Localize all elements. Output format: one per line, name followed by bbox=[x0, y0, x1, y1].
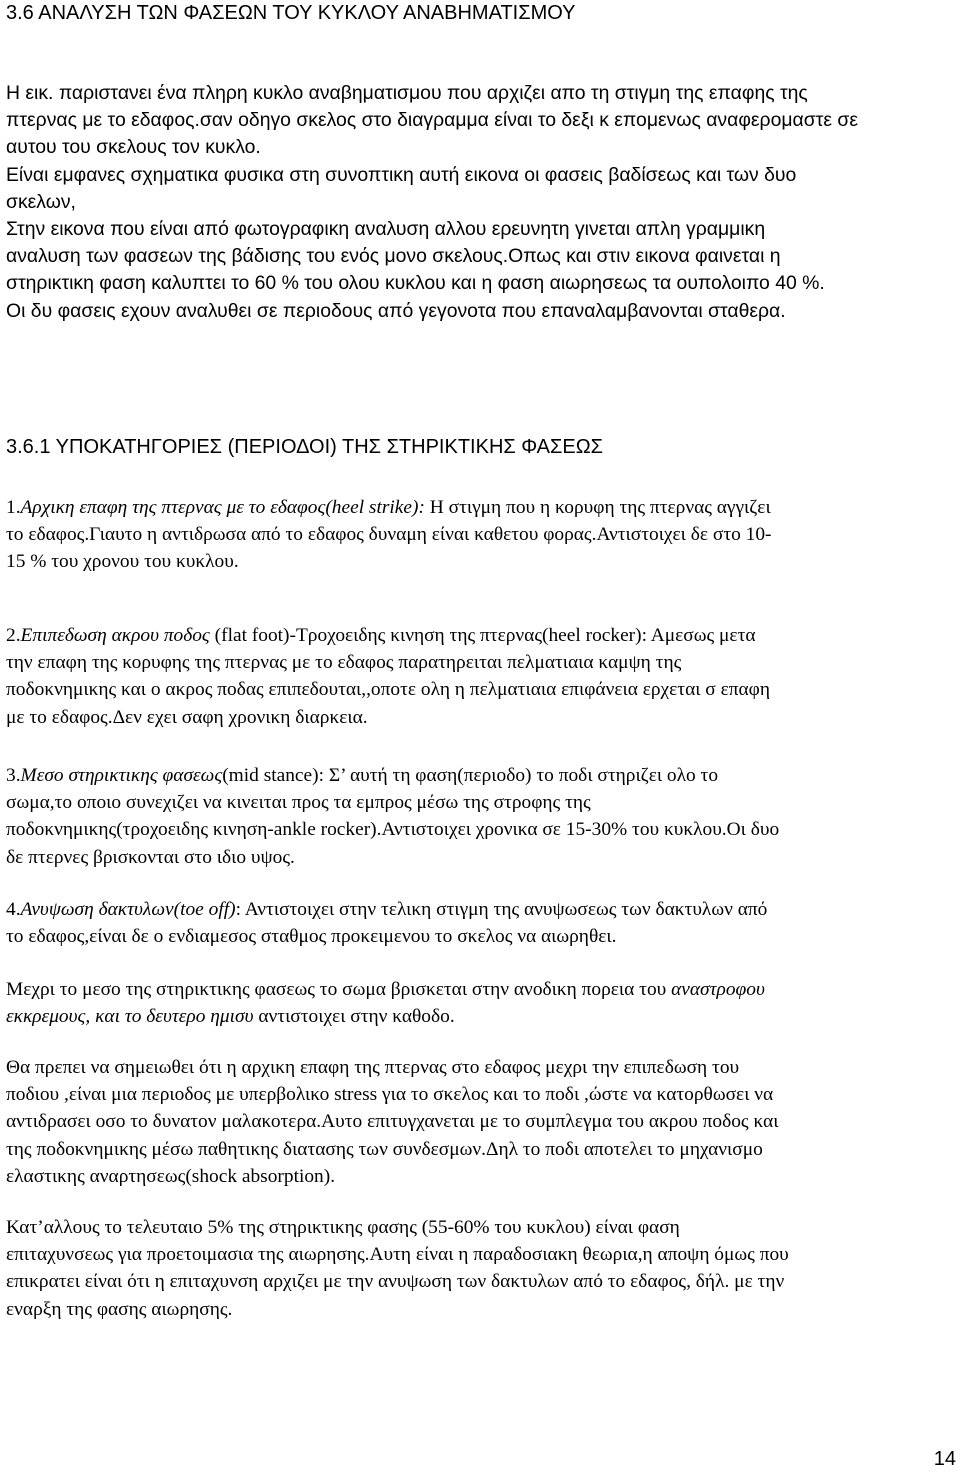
intro-line: αυτου του σκελους τον κυκλο. bbox=[6, 136, 261, 159]
intro-line: σκελων, bbox=[6, 190, 76, 213]
item-title: Επιπεδωση ακρου ποδος bbox=[20, 625, 210, 646]
paragraph-line: της ποδοκνημικης μέσω παθητικης διατασης των συνδεσμων.Δηλ το ποδι αποτελει το μηχανισμο bbox=[6, 1138, 763, 1160]
paragraph-line: επικρατει είναι ότι η επιταχυνση αρχιζει με την ανυψωση των δακτυλων από το εδαφος, δήλ. με την bbox=[6, 1271, 785, 1293]
item-line bbox=[6, 762, 948, 789]
item-line: το εδαφος.Γιαυτο η αντιδρωσα από το εδαφος δυναμη είναι καθετου φορας.Αντιστοιχει δε στο 10- bbox=[6, 524, 772, 546]
page-number: 14 bbox=[933, 1448, 956, 1470]
item-line: με το εδαφος.Δεν εχει σαφη χρονικη διαρκεια. bbox=[6, 706, 368, 728]
item-number: 4. bbox=[6, 899, 21, 920]
shock-absorption-paragraph bbox=[6, 1054, 948, 1190]
intro-line: Είναι εμφανες σχηματικα φυσικα στη συνοπτικη αυτή εικονα οι φασεις βαδίσεως και των δυο bbox=[6, 163, 797, 186]
item-number: 2. bbox=[6, 625, 21, 646]
item-line: ποδοκνημικης(τροχοειδης κινηση-ankle rocker).Αντιστοιχει χρονικα σε 15-30% του κυκλου.Οι δυο bbox=[6, 819, 780, 841]
item-text: Η στιγμη που η κορυφη της πτερνας αγγιζει bbox=[424, 497, 771, 518]
paragraph-line: αντιδρασει οσο το δυνατον μαλακοτερα.Αυτο επιτυγχανεται με το συμπλεγμα του ακρου ποδος και bbox=[6, 1111, 779, 1133]
item-title: Αρχικη επαφη της πτερνας με το εδαφος(heel strike): bbox=[20, 497, 425, 518]
item-line: το εδαφος,είναι δε ο ενδιαμεσος σταθμος προκειμενου το σκελος να αιωρηθει. bbox=[6, 926, 617, 948]
item-mid-stance bbox=[6, 762, 948, 871]
item-number: 1. bbox=[6, 497, 21, 518]
paragraph-line: ελαστικης αναρτησεως(shock absorption). bbox=[6, 1165, 336, 1187]
paragraph-line: Θα πρεπει να σημειωθει ότι η αρχικη επαφη της πτερνας στο εδαφος μεχρι την επιπεδωση του bbox=[6, 1057, 740, 1078]
paragraph-line bbox=[6, 976, 948, 1003]
paragraph-text: Μεχρι το μεσο της στηρικτικης φασεως το σωμα βρισκεται στην ανοδικη πορεια του bbox=[6, 979, 672, 1000]
intro-line: στηρικτικη φαση καλυπτει το 60 % του ολου κυκλου και η φαση αιωρησεως τα ουπολοιπο 40 %. bbox=[6, 272, 825, 295]
intro-line: Η εικ. παριστανει ένα πληρη κυκλο αναβηματισμου που αρχιζει απο τη στιγμη της επαφης της bbox=[6, 82, 808, 104]
item-title: Ανυψωση δακτυλων(toe off) bbox=[20, 899, 236, 920]
item-line: δε πτερνες βρισκονται στο ιδιο υψος. bbox=[6, 846, 295, 868]
section-heading: 3.6 ΑΝΑΛΥΣΗ ΤΩΝ ΦΑΣΕΩΝ ΤΟΥ ΚΥΚΛΟΥ ΑΝΑΒΗΜΑΤΙΣΜΟΥ bbox=[6, 2, 576, 24]
paragraph-line bbox=[6, 1003, 948, 1030]
intro-line: Στην εικονα που είναι από φωτογραφικη αναλυση αλλου ερευνητη γινεται απλη γραμμικη bbox=[6, 218, 766, 241]
item-line bbox=[6, 896, 948, 923]
item-number: 3. bbox=[6, 765, 21, 786]
paragraph-line: ποδιου ,είναι μια περιοδος με υπερβολικο stress για το σκελος και το ποδι ,ώστε να κατορθωσει να bbox=[6, 1084, 774, 1106]
item-title: Μεσο στηρικτικης φασεως bbox=[20, 765, 223, 786]
item-line: σωμα,το οποιο συνεχιζει να κινειται προς τα εμπρος μέσω της στροφης της bbox=[6, 792, 591, 814]
intro-line: Οι δυ φασεις εχουν αναλυθει σε περιοδους από γεγονοτα που επαναλαμβανονται σταθερα. bbox=[6, 299, 786, 322]
paragraph-line: Κατ’αλλους το τελευταιο 5% της στηρικτικης φασης (55-60% του κυκλου) είναι φαση bbox=[6, 1217, 680, 1238]
paragraph-line: εναρξη της φασης αιωρησης. bbox=[6, 1298, 233, 1320]
item-line: 15 % του χρονου του κυκλου. bbox=[6, 551, 239, 573]
intro-line: αναλυση των φασεων της βάδισης του ενός μονο σκελους.Οπως και στιν εικονα φαινεται η bbox=[6, 245, 781, 268]
item-text: (flat foot)-Τροχοειδης κινηση της πτερνας(heel rocker): Αμεσως μετα bbox=[209, 625, 756, 646]
item-text: (mid stance): Σ’ αυτή τη φαση(περιοδο) το ποδι στηριζει ολο το bbox=[222, 765, 719, 786]
intro-line: πτερνας με το εδαφος.σαν οδηγο σκελος στο διαγραμμα είναι το δεξι κ επομενως αναφερομαστε σε bbox=[6, 109, 859, 132]
paragraph-text: αντιστοιχει στην καθοδο. bbox=[253, 1006, 455, 1028]
item-line: ποδοκνημικης και ο ακρος ποδας επιπεδουται,,οποτε ολη η πελματιαια επιφάνεια ερχεται σ επαφη bbox=[6, 679, 771, 701]
paragraph-italic: αναστροφου bbox=[671, 979, 765, 1000]
item-toe-off bbox=[6, 896, 948, 950]
intro-paragraph bbox=[6, 80, 948, 325]
item-text: : Αντιστοιχει στην τελικη στιγμη της ανυψωσεως των δακτυλων από bbox=[235, 899, 768, 920]
acceleration-paragraph bbox=[6, 1214, 948, 1323]
paragraph-italic: εκκρεμους, και το δευτερο ημισυ bbox=[6, 1006, 254, 1028]
item-line bbox=[6, 494, 948, 521]
item-line: την επαφη της κορυφης της πτερνας με το εδαφος παρατηρειται πελματιαια καμψη της bbox=[6, 652, 682, 674]
item-flat-foot bbox=[6, 622, 948, 731]
item-heel-strike bbox=[6, 494, 948, 576]
paragraph-line: επιταχυνσεως για προετοιμασια της αιωρησης.Αυτη είναι η παραδοσιακη θεωρια,η αποψη όμως που bbox=[6, 1244, 789, 1266]
pendulum-paragraph bbox=[6, 976, 948, 1030]
item-line bbox=[6, 622, 948, 649]
subsection-heading: 3.6.1 ΥΠΟΚΑΤΗΓΟΡΙΕΣ (ΠΕΡΙΟΔΟΙ) ΤΗΣ ΣΤΗΡΙΚΤΙΚΗΣ ΦΑΣΕΩΣ bbox=[6, 436, 604, 458]
